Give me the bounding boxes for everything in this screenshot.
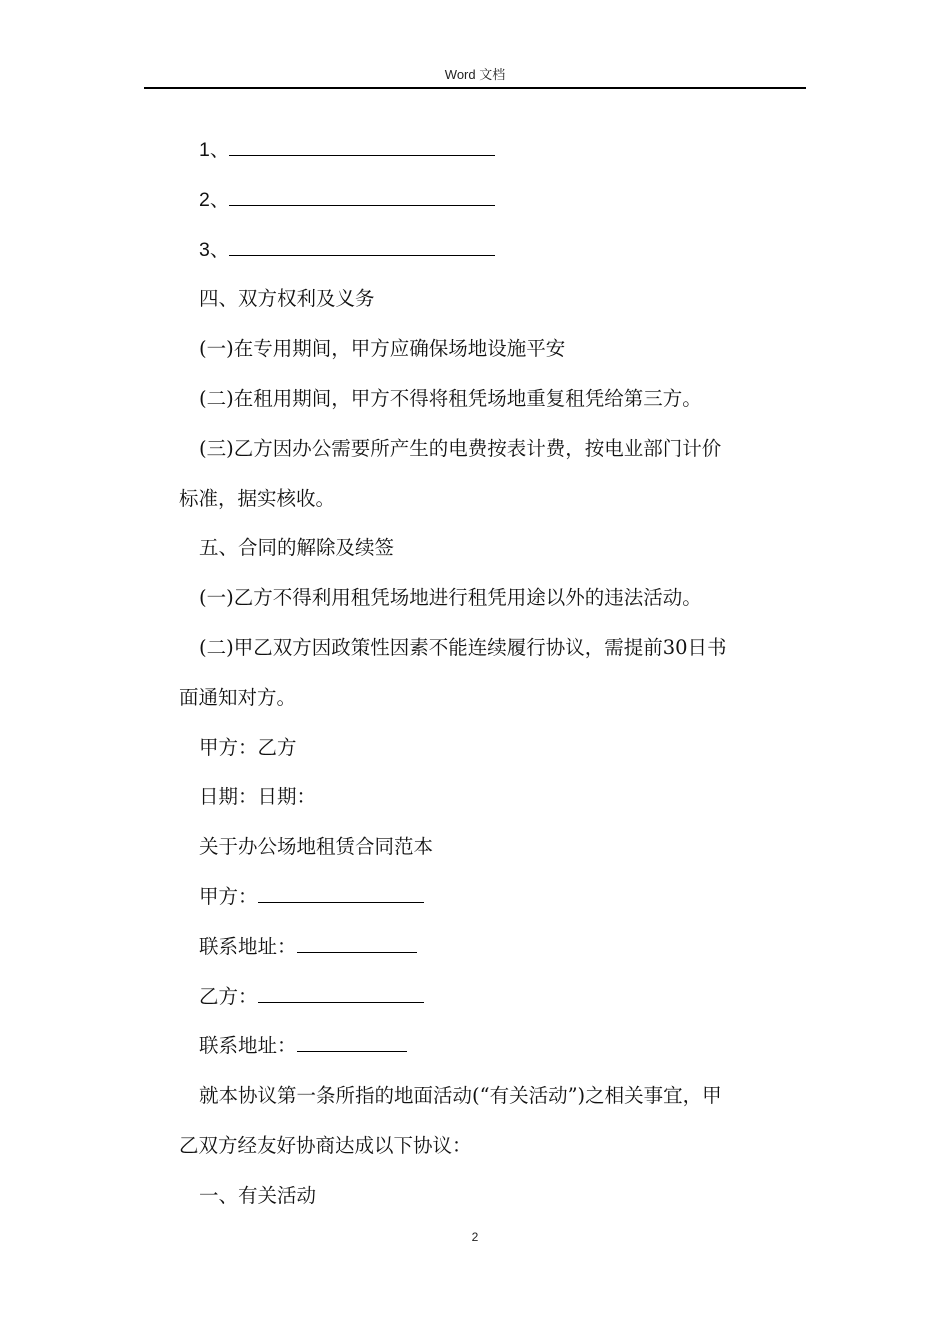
header-rule	[144, 87, 806, 89]
party-a-field	[179, 872, 804, 922]
fill-in-blank[interactable]	[229, 204, 495, 206]
paragraph: (一)乙方不得利用租凭场地进行租凭用途以外的违法活动。	[199, 586, 702, 610]
item-number: 2、	[199, 188, 230, 211]
paragraph: (一)在专用期间，甲方应确保场地设施平安	[199, 337, 566, 361]
contract-title: 关于办公场地租赁合同范本	[199, 835, 434, 859]
paragraph: (二)甲乙双方因政策性因素不能连续履行协议，需提前30日书	[199, 635, 727, 659]
fill-in-blank[interactable]	[297, 951, 417, 953]
fill-in-blank[interactable]	[229, 154, 495, 156]
address-b-field	[179, 1021, 804, 1071]
item-number: 1、	[199, 139, 230, 161]
blank-item-1	[179, 125, 804, 175]
section-heading-rights: 四、双方权利及义务	[199, 287, 375, 311]
signature-dates: 日期：日期：	[199, 785, 317, 809]
blank-item-2	[179, 175, 804, 225]
blank-item-3	[179, 225, 804, 275]
paragraph-continuation: 面通知对方。	[179, 685, 297, 709]
fill-in-blank[interactable]	[258, 901, 424, 903]
page-header: Word 文档	[444, 67, 506, 82]
party-b-field	[179, 972, 804, 1022]
paragraph: (三)乙方因办公需要所产生的电费按表计费，按电业部门计价	[199, 436, 722, 460]
signature-parties: 甲方：乙方	[199, 735, 297, 759]
field-label: 联系地址：	[199, 934, 297, 958]
field-label: 联系地址：	[199, 1034, 297, 1058]
fill-in-blank[interactable]	[297, 1050, 407, 1052]
section-heading-activities: 一、有关活动	[199, 1183, 317, 1207]
fill-in-blank[interactable]	[258, 1001, 424, 1003]
paragraph: (二)在租用期间，甲方不得将租凭场地重复租凭给第三方。	[199, 386, 702, 410]
paragraph-continuation: 标准，据实核收。	[179, 486, 336, 510]
paragraph-continuation: 乙双方经友好协商达成以下协议：	[179, 1133, 472, 1157]
page-number: 2	[471, 1230, 479, 1244]
document-body	[179, 125, 804, 1221]
address-a-field	[179, 922, 804, 972]
item-number: 3、	[199, 238, 230, 261]
field-label: 乙方：	[199, 984, 258, 1008]
paragraph: 就本协议第一条所指的地面活动(“有关活动”)之相关事宜，甲	[199, 1084, 722, 1108]
field-label: 甲方：	[199, 884, 258, 908]
fill-in-blank[interactable]	[229, 254, 495, 256]
section-heading-termination: 五、合同的解除及续签	[199, 536, 395, 560]
